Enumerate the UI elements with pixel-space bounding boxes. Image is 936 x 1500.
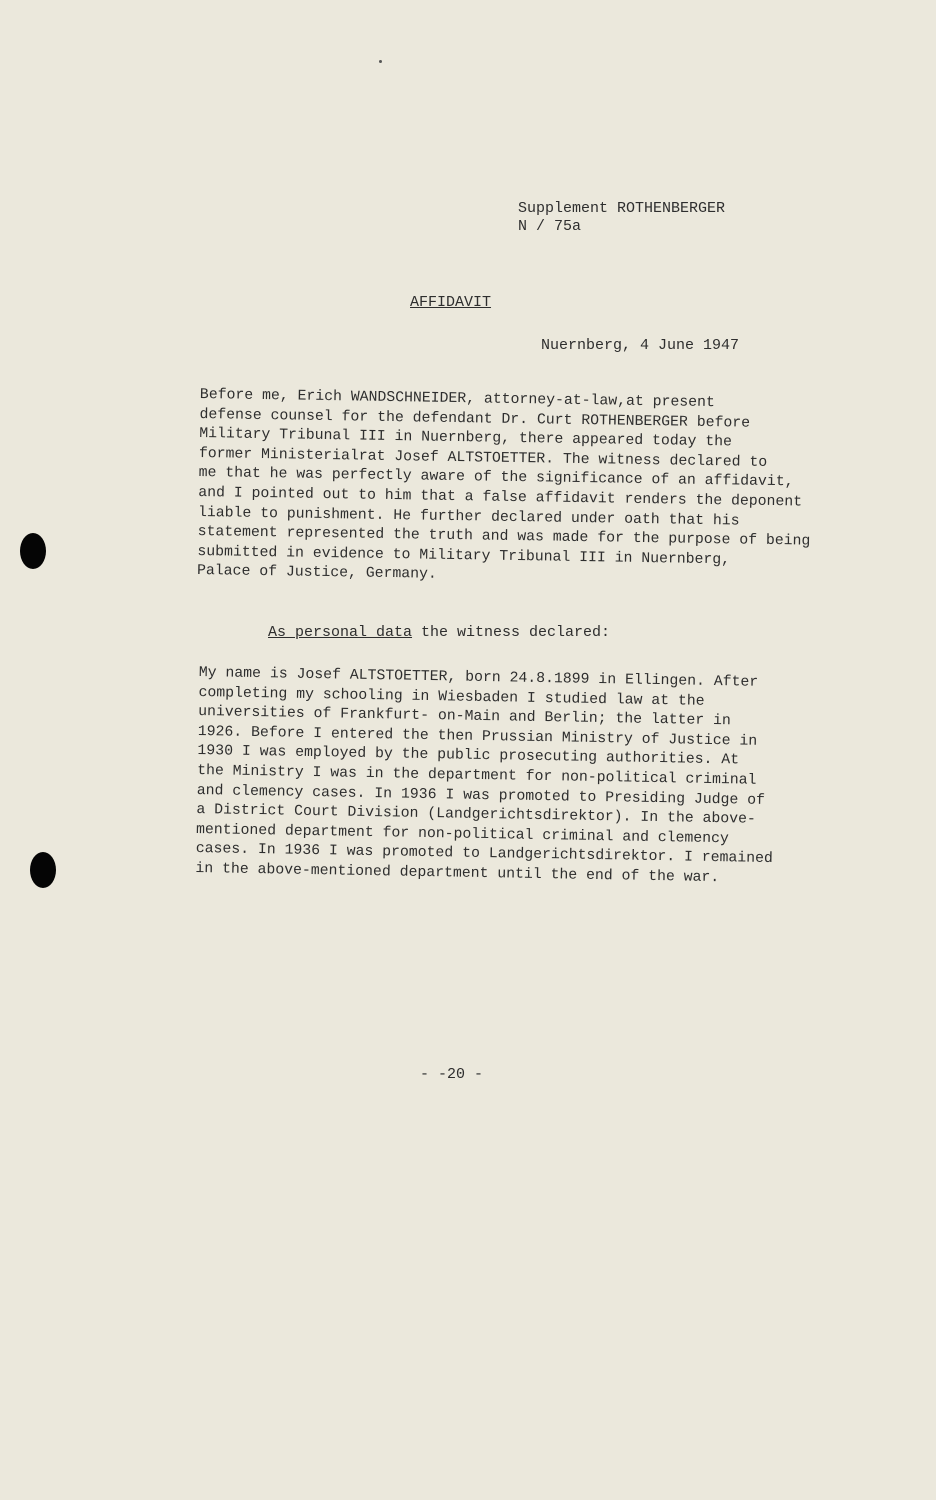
text-line: submitted in evidence to Military Tribunal III in Nuernberg, [197, 543, 731, 569]
document-title: AFFIDAVIT [410, 294, 492, 311]
text-line: Military Tribunal III in Nuernberg, there appeared today the [199, 426, 733, 451]
text-line: Before me, Erich WANDSCHNEIDER, attorney-at-law,at present [199, 386, 715, 412]
section-heading [268, 624, 610, 641]
text-line: me that he was perfectly aware of the significance of an affidavit, [198, 465, 794, 491]
supplement-reference [518, 200, 725, 236]
text-line: statement represented the truth and was made for the purpose of being [197, 524, 811, 550]
text-line: universities of Frankfurt- on-Main and Berlin; the latter in [198, 704, 731, 730]
text-line: cases. In 1936 I was promoted to Landgerichtsdirektor. I remained [195, 841, 774, 868]
date-line: Nuernberg, 4 June 1947 [541, 337, 740, 354]
text-line: and I pointed out to him that a false affidavit renders the deponent [198, 484, 803, 511]
section-heading-underlined: As personal data [268, 624, 413, 641]
supplement-line-1: Supplement ROTHENBERGER [518, 200, 726, 217]
text-line: completing my schooling in Wiesbaden I studied law at the [198, 684, 705, 710]
text-line: a District Court Division (Landgerichtsdirektor). In the above- [196, 802, 756, 828]
text-line: in the above-mentioned department until the end of the war. [195, 860, 720, 887]
text-line: My name is Josef ALTSTOETTER, born 24.8.1899 in Ellingen. After [198, 664, 759, 691]
personal-data-paragraph [195, 664, 776, 890]
text-line: 1926. Before I entered the then Prussian Ministry of Justice in [197, 723, 758, 750]
text-line: the Ministry I was in the department for non-political criminal [196, 762, 757, 789]
text-line: defense counsel for the defendant Dr. Curt ROTHENBERGER before [199, 406, 751, 432]
page-number: - -20 - [420, 1066, 484, 1083]
text-line: mentioned department for non-political criminal and clemency [195, 821, 729, 848]
punch-hole-lower [30, 852, 56, 888]
punch-hole-upper [20, 533, 46, 569]
text-line: former Ministerialrat Josef ALTSTOETTER. The witness declared to [198, 445, 768, 471]
text-line: liable to punishment. He further declared under oath that his [197, 504, 740, 530]
paper-speck [379, 60, 382, 63]
text-line: Palace of Justice, Germany. [196, 563, 437, 584]
text-line: 1930 I was employed by the public prosecuting authorities. At [197, 743, 740, 769]
text-line: and clemency cases. In 1936 I was promoted to Presiding Judge of [196, 782, 766, 809]
supplement-line-2: N / 75a [518, 218, 582, 235]
section-heading-rest: the witness declared: [412, 624, 611, 641]
intro-paragraph [197, 386, 813, 592]
